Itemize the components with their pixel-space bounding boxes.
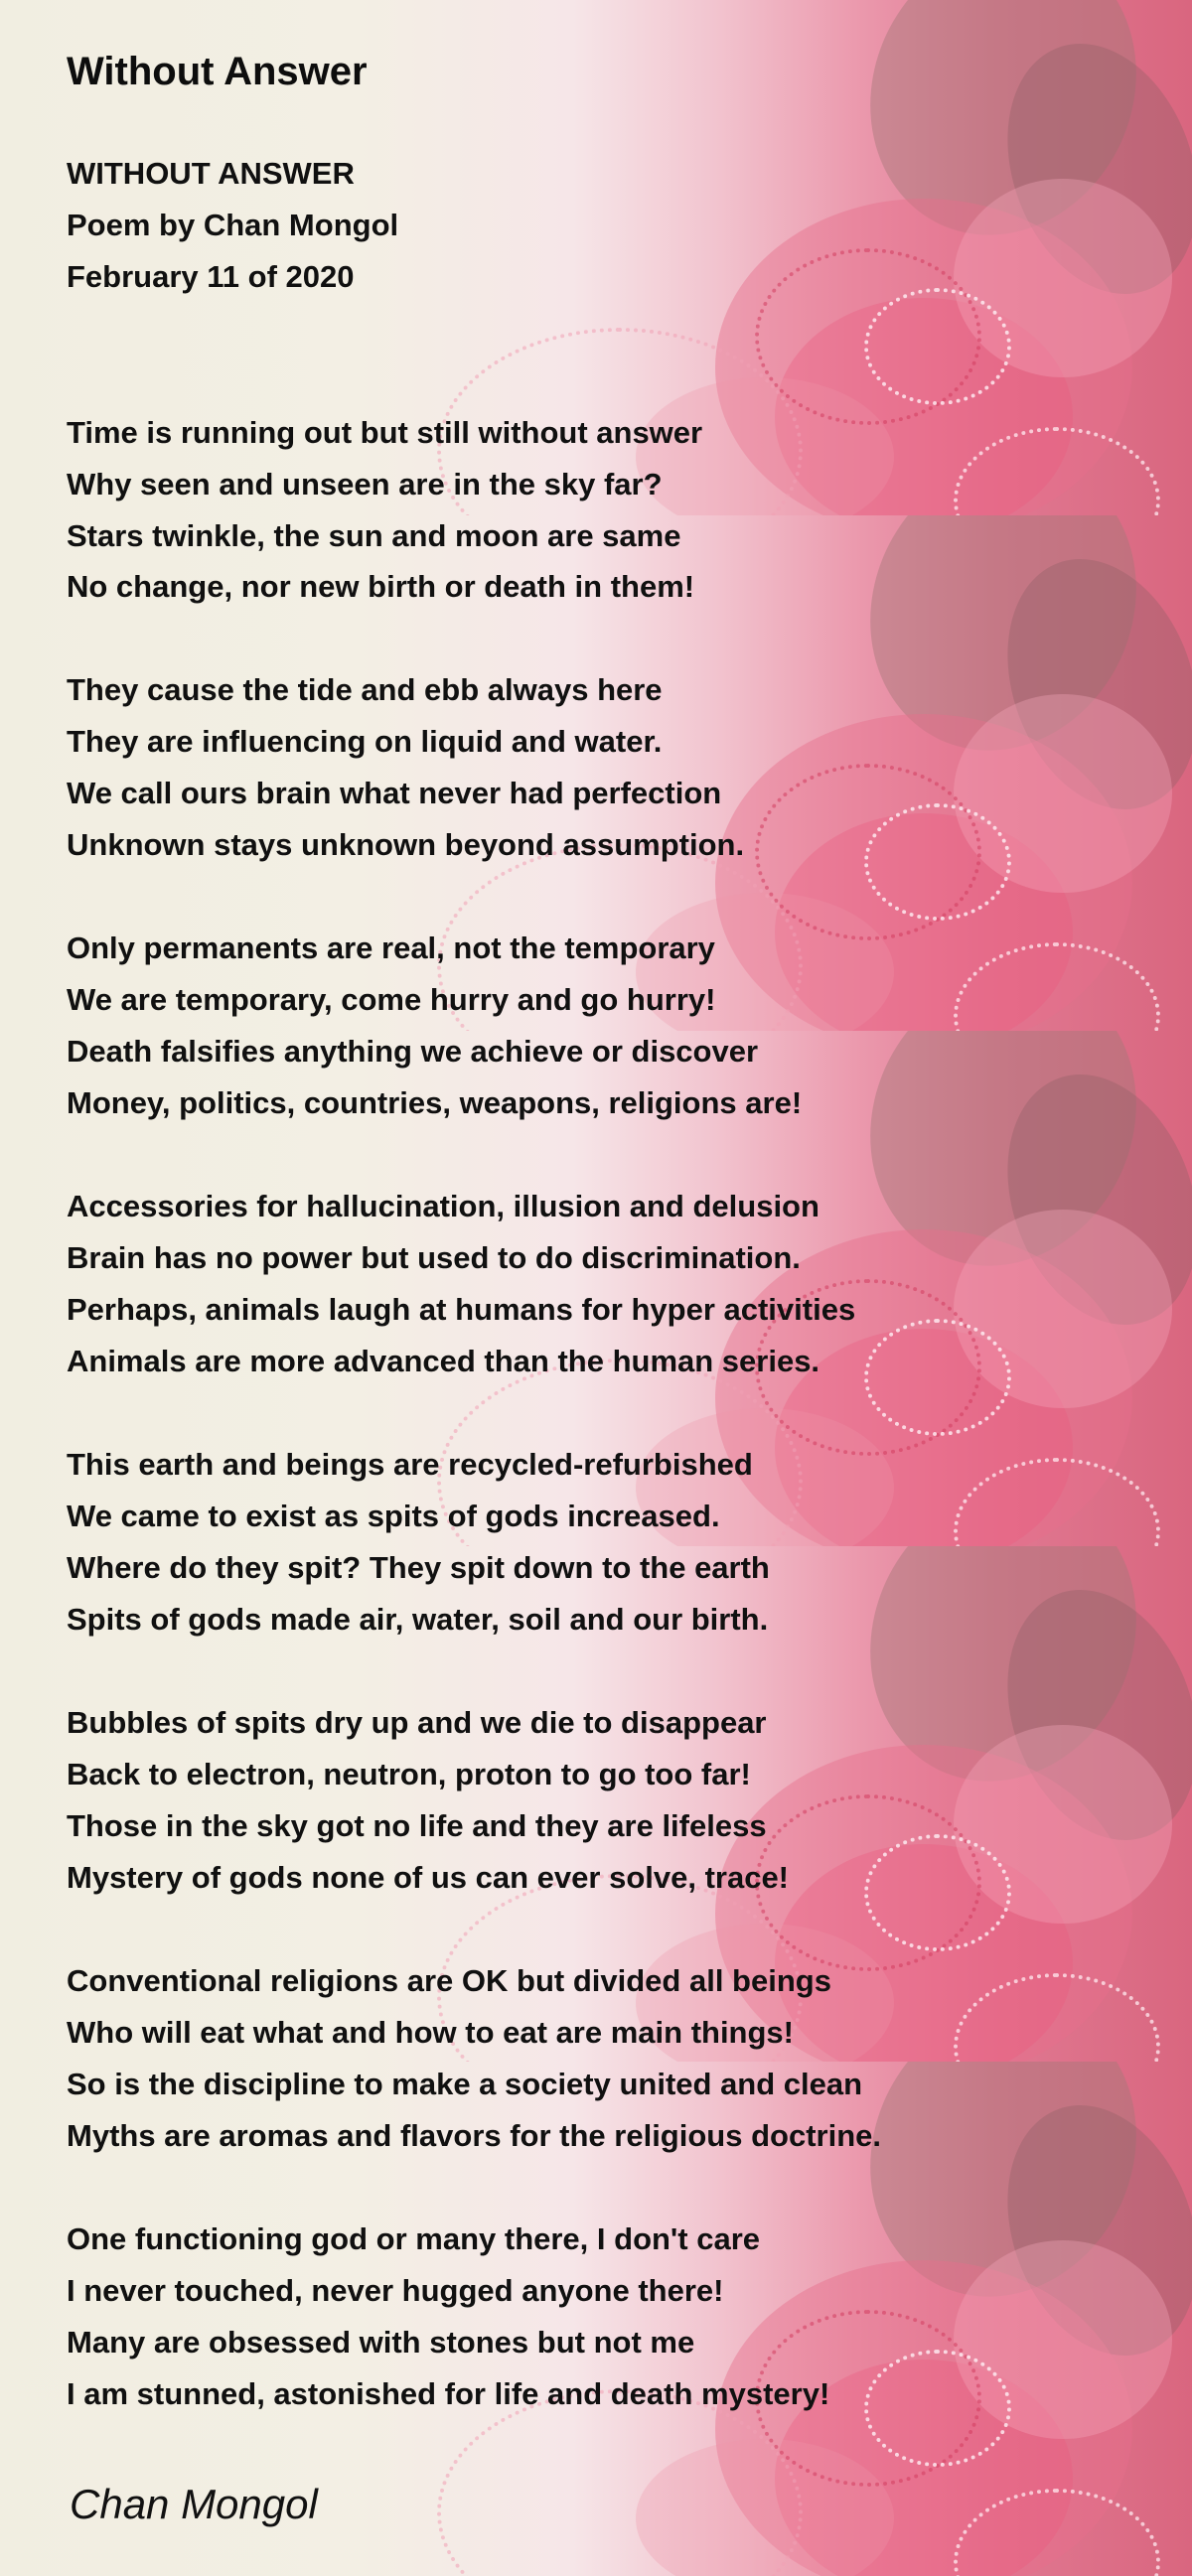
author-signature: Chan Mongol [70, 2481, 318, 2527]
poem-line: I never touched, never hugged anyone there! [67, 2273, 724, 2308]
poem-line: Accessories for hallucination, illusion and delusion [67, 1189, 820, 1223]
poem-line: Back to electron, neutron, proton to go too far! [67, 1757, 751, 1791]
poem-date: February 11 of 2020 [67, 259, 355, 294]
poem-heading: WITHOUT ANSWER [67, 156, 355, 191]
poem-line: Who will eat what and how to eat are main things! [67, 2015, 794, 2050]
poem-line: This earth and beings are recycled-refurbished [67, 1447, 753, 1482]
poem-line: Bubbles of spits dry up and we die to disappear [67, 1705, 767, 1740]
poem-line: Money, politics, countries, weapons, religions are! [67, 1085, 803, 1120]
poem-line: Unknown stays unknown beyond assumption. [67, 827, 745, 862]
poem-byline: Poem by Chan Mongol [67, 208, 399, 242]
poem-line: I am stunned, astonished for life and death mystery! [67, 2376, 830, 2411]
poem-line: Death falsifies anything we achieve or discover [67, 1034, 759, 1069]
poem-line: Time is running out but still without answer [67, 415, 703, 450]
poem-line: Where do they spit? They spit down to the earth [67, 1550, 770, 1585]
poem-line: Spits of gods made air, water, soil and our birth. [67, 1602, 769, 1637]
poem-line: Mystery of gods none of us can ever solve, trace! [67, 1860, 790, 1895]
poem-line: Only permanents are real, not the temporary [67, 930, 715, 965]
poem-line: Stars twinkle, the sun and moon are same [67, 518, 681, 553]
poem-line: They cause the tide and ebb always here [67, 672, 663, 707]
poem-line: They are influencing on liquid and water. [67, 724, 663, 759]
poem-line: Brain has no power but used to do discrimination. [67, 1240, 801, 1275]
poem-line: Perhaps, animals laugh at humans for hyper activities [67, 1292, 856, 1327]
poem-line: Many are obsessed with stones but not me [67, 2325, 695, 2360]
poem-line: Those in the sky got no life and they are lifeless [67, 1808, 767, 1843]
poem-line: Conventional religions are OK but divided all beings [67, 1963, 831, 1998]
poem-line: We came to exist as spits of gods increased. [67, 1499, 720, 1533]
poem-line: We call ours brain what never had perfection [67, 776, 722, 810]
page-title: Without Answer [67, 50, 368, 93]
poem-line: One functioning god or many there, I don't care [67, 2221, 761, 2256]
poem-line: So is the discipline to make a society united and clean [67, 2067, 863, 2101]
poem-line: Animals are more advanced than the human series. [67, 1344, 820, 1378]
poem-line: Myths are aromas and flavors for the religious doctrine. [67, 2118, 881, 2153]
poem-line: No change, nor new birth or death in them! [67, 569, 695, 604]
poem-line: We are temporary, come hurry and go hurry! [67, 982, 716, 1017]
poem-line: Why seen and unseen are in the sky far? [67, 467, 663, 501]
